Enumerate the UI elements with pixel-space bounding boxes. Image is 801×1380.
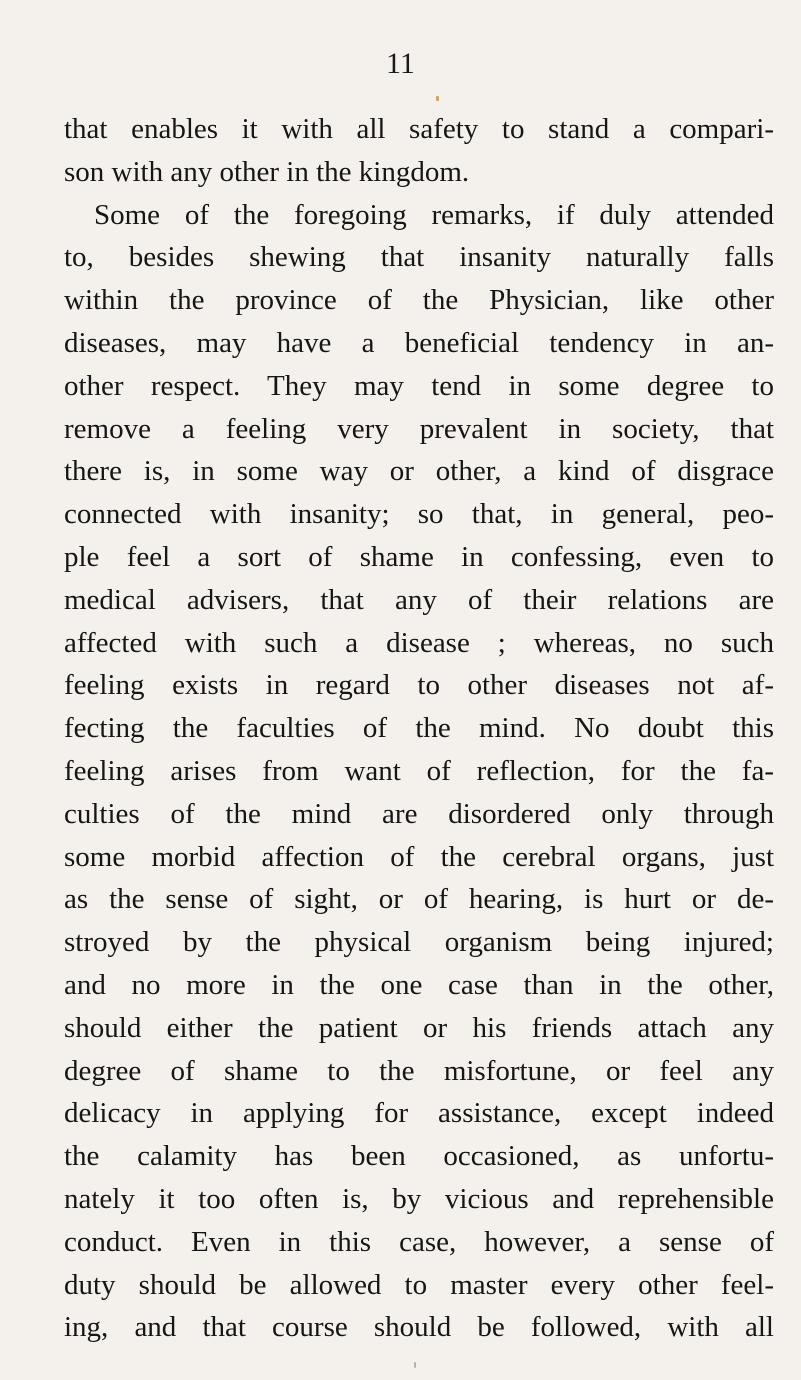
text-line: the calamity has been occasioned, as unfortu- [64,1140,774,1173]
text-line: fecting the faculties of the mind. No doubt this [64,712,774,745]
text-line: connected with insanity; so that, in general, peo- [64,498,774,531]
text-line: within the province of the Physician, like other [64,284,774,317]
text-line: there is, in some way or other, a kind of disgrace [64,455,774,488]
text-line: medical advisers, that any of their relations are [64,583,774,616]
ink-speck [414,1362,416,1368]
text-line: diseases, may have a beneficial tendency in an- [64,326,774,359]
text-line: Some of the foregoing remarks, if duly attended [94,198,774,231]
text-line: feeling arises from want of reflection, for the fa- [64,754,774,787]
text-line: and no more in the one case than in the other, [64,968,774,1001]
text-line: ple feel a sort of shame in confessing, even to [64,540,774,573]
text-line: to, besides shewing that insanity naturally falls [64,241,774,274]
text-line: stroyed by the physical organism being injured; [64,926,774,959]
text-line: degree of shame to the misfortune, or feel any [64,1054,774,1087]
text-line: that enables it with all safety to stand a compari- [64,113,774,145]
text-line: culties of the mind are disordered only through [64,797,774,830]
ink-speck [436,96,439,101]
text-line: some morbid affection of the cerebral organs, just [64,840,774,873]
text-line: should either the patient or his friends attach any [64,1011,774,1044]
text-line: son with any other in the kingdom. [64,155,470,188]
text-line: feeling exists in regard to other diseases not af- [64,669,774,702]
text-line: delicacy in applying for assistance, except indeed [64,1097,774,1130]
page-number: 11 [386,47,415,80]
text-line: duty should be allowed to master every other feel- [64,1268,774,1301]
text-line: remove a feeling very prevalent in society, that [64,412,774,445]
text-line: conduct. Even in this case, however, a sense of [64,1225,774,1258]
text-line: ing, and that course should be followed, with all [64,1311,774,1344]
text-line: as the sense of sight, or of hearing, is hurt or de- [64,883,774,916]
text-line: affected with such a disease ; whereas, no such [64,626,774,659]
text-line: nately it too often is, by vicious and reprehensible [64,1182,774,1215]
text-line: other respect. They may tend in some degree to [64,369,774,402]
body-paragraphs [64,108,774,1349]
